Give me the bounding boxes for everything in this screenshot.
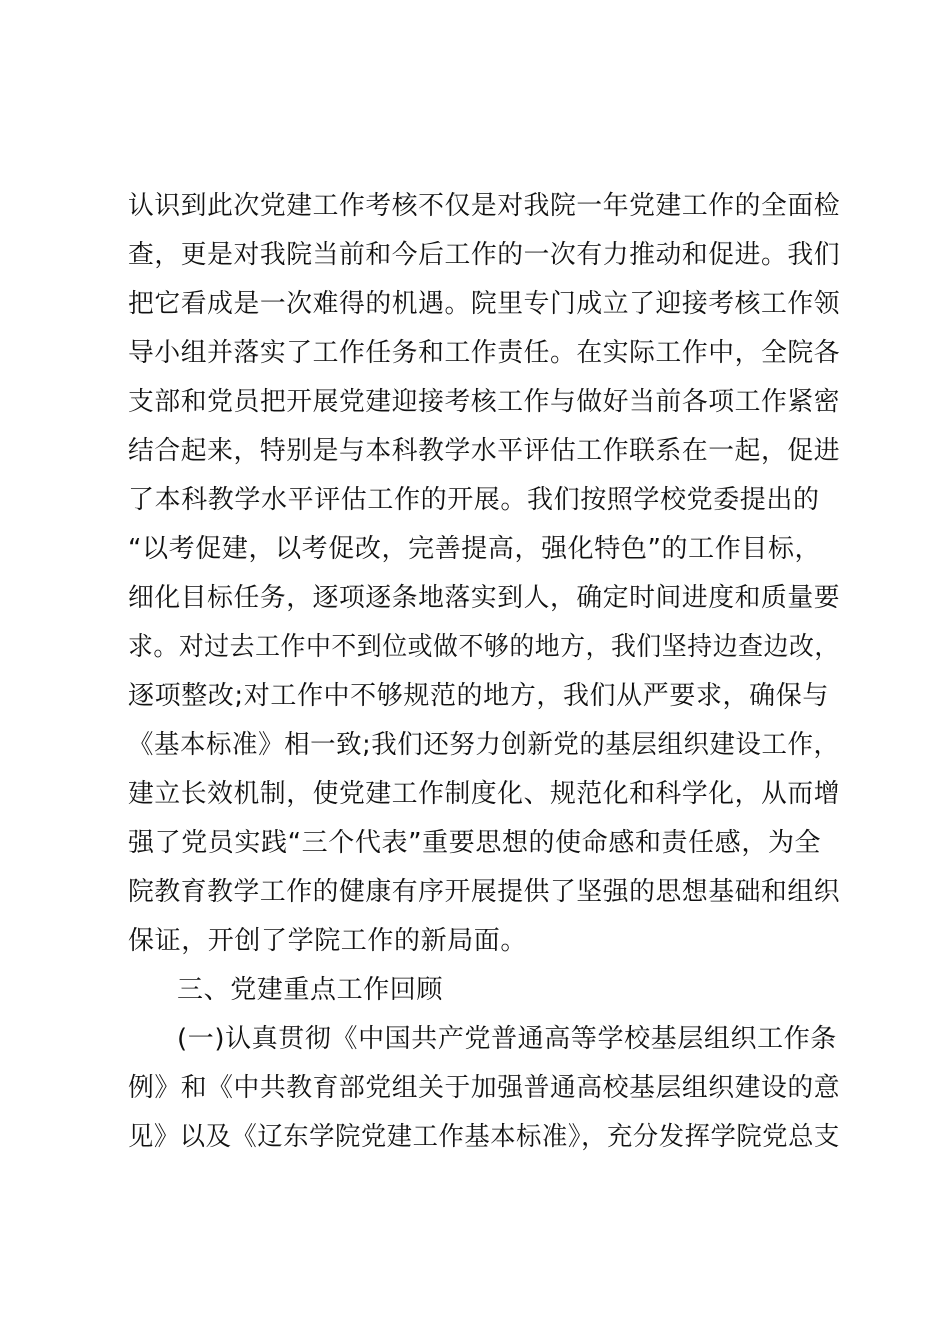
text-line: 支部和党员把开展党建迎接考核工作与做好当前各项工作紧密 bbox=[128, 387, 841, 417]
text-line: 求。对过去工作中不到位或做不够的地方，我们坚持边查边改， bbox=[128, 632, 840, 662]
document-body bbox=[128, 188, 840, 1168]
text-line: 查，更是对我院当前和今后工作的一次有力推动和促进。我们 bbox=[128, 240, 841, 270]
section-heading: 三、党建重点工作回顾 bbox=[177, 975, 444, 1005]
text-line: “以考促建，以考促改，完善提高，强化特色”的工作目标， bbox=[128, 534, 822, 564]
text-line: 建立长效机制，使党建工作制度化、规范化和科学化，从而增 bbox=[128, 779, 841, 809]
text-line: 逐项整改;对工作中不够规范的地方，我们从严要求，确保与 bbox=[128, 681, 829, 711]
text-line: 《基本标准》相一致;我们还努力创新党的基层组织建设工作， bbox=[128, 730, 840, 760]
text-line: 把它看成是一次难得的机遇。院里专门成立了迎接考核工作领 bbox=[128, 289, 841, 319]
text-line: 例》和《中共教育部党组关于加强普通高校基层组织建设的意 bbox=[128, 1073, 841, 1103]
text-line: (一)认真贯彻《中国共产党普通高等学校基层组织工作条 bbox=[177, 1024, 837, 1054]
text-line: 细化目标任务，逐项逐条地落实到人，确定时间进度和质量要 bbox=[128, 583, 841, 613]
text-line: 结合起来，特别是与本科教学水平评估工作联系在一起，促进 bbox=[128, 436, 841, 466]
text-line: 见》以及《辽东学院党建工作基本标准》，充分发挥学院党总支 bbox=[128, 1122, 840, 1152]
text-line: 强了党员实践“三个代表”重要思想的使命感和责任感，为全 bbox=[128, 828, 822, 858]
text-line: 了本科教学水平评估工作的开展。我们按照学校党委提出的 bbox=[128, 485, 820, 515]
text-line: 保证，开创了学院工作的新局面。 bbox=[128, 926, 528, 956]
text-line: 院教育教学工作的健康有序开展提供了坚强的思想基础和组织 bbox=[128, 877, 841, 907]
text-line: 导小组并落实了工作任务和工作责任。在实际工作中，全院各 bbox=[128, 338, 841, 368]
text-line: 认识到此次党建工作考核不仅是对我院一年党建工作的全面检 bbox=[128, 191, 841, 221]
